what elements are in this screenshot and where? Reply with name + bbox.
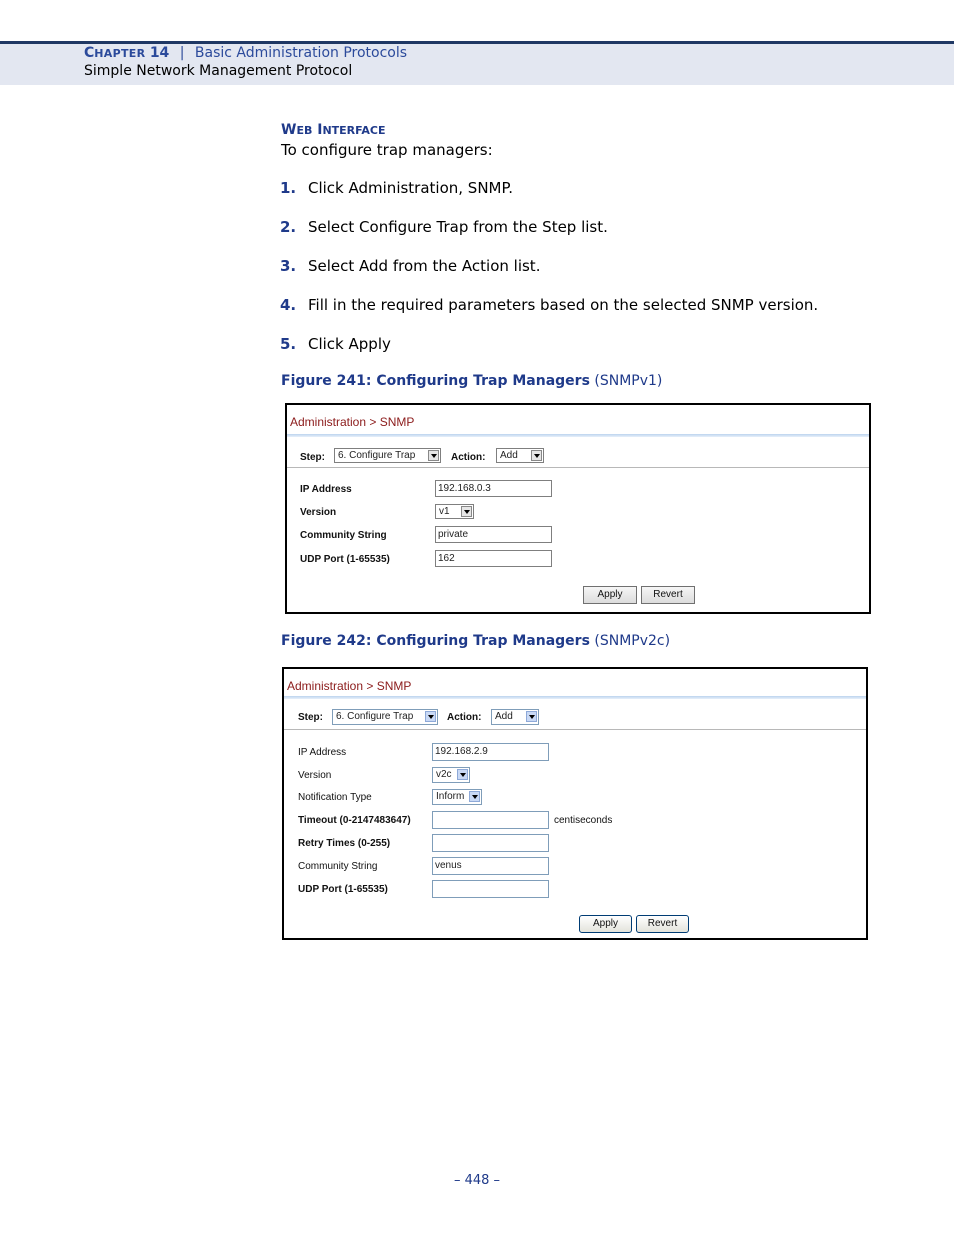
step-item [280,296,818,314]
revert-button[interactable]: Revert [636,915,689,933]
chapter-heading [84,45,407,61]
step-number: 3. [280,257,297,275]
figure-caption-variant: (SNMPv2c) [594,633,671,649]
step-number: 5. [280,335,297,353]
title-rest: NTERFACE [322,124,386,137]
notification-type-value: Inform [436,791,465,802]
action-select[interactable] [496,448,544,463]
step-number: 2. [280,218,297,236]
timeout-unit: centiseconds [554,815,613,826]
snmpv1-screenshot [285,403,871,614]
step-text: Select Add from the Action list. [308,257,541,275]
figure-caption-title: Figure 242: Configuring Trap Managers [281,633,590,649]
step-select[interactable] [332,709,438,725]
intro-text: To configure trap managers: [281,141,493,159]
step-text: Click Apply [308,335,391,353]
section-title [281,122,386,138]
community-string-input[interactable]: venus [432,857,549,875]
version-label: Version [298,770,332,781]
ip-address-input[interactable]: 192.168.0.3 [435,480,552,497]
toolbar-divider [287,467,869,468]
chevron-down-icon[interactable] [469,791,480,802]
chevron-down-icon[interactable] [526,711,537,722]
chapter-title: Basic Administration Protocols [194,45,408,61]
community-string-label: Community String [298,861,378,872]
chapter-cap: C [84,45,95,61]
step-text: Fill in the required parameters based on the selected SNMP version. [308,296,819,314]
figure-caption-title: Figure 241: Configuring Trap Managers [281,373,590,389]
udp-port-label: UDP Port (1-65535) [298,884,388,895]
community-string-label: Community String [300,530,387,541]
snmpv2c-screenshot [282,667,868,940]
chevron-down-icon[interactable] [428,450,439,461]
action-select-value: Add [500,450,518,461]
action-label: Action: [451,452,486,463]
breadcrumb: Administration > SNMP [287,679,412,693]
figure-caption [281,373,662,389]
breadcrumb: Administration > SNMP [290,415,415,429]
step-label: Step: [300,452,325,463]
action-select-value: Add [495,711,513,722]
version-select-value: v1 [439,506,450,517]
step-select[interactable] [334,448,441,463]
step-number: 1. [280,179,297,197]
udp-port-label: UDP Port (1-65535) [300,554,390,565]
chevron-down-icon[interactable] [531,450,542,461]
notification-type-select[interactable] [432,789,482,805]
action-select[interactable] [491,709,539,725]
version-label: Version [300,507,337,518]
step-text: Select Configure Trap from the Step list. [308,218,608,236]
title-cap: W [281,122,297,138]
chapter-separator: | [179,45,185,61]
version-select[interactable] [435,504,474,519]
section-subtitle: Simple Network Management Protocol [84,63,353,79]
chapter-number: 14 [149,45,170,61]
step-item [280,257,540,275]
figure-caption [281,633,670,649]
retry-times-label: Retry Times (0-255) [298,838,391,849]
chevron-down-icon[interactable] [457,769,468,780]
breadcrumb-underline [287,434,869,437]
version-select[interactable] [432,767,470,783]
step-text: Click Administration, SNMP. [308,179,513,197]
ip-address-label: IP Address [300,484,352,495]
timeout-label: Timeout (0-2147483647) [298,815,411,826]
timeout-input[interactable] [432,811,549,829]
page-number: – 448 – [453,1173,501,1188]
revert-button[interactable]: Revert [641,586,695,604]
chevron-down-icon[interactable] [425,711,436,722]
ip-address-input[interactable]: 192.168.2.9 [432,743,549,761]
apply-button[interactable]: Apply [579,915,632,933]
apply-button[interactable]: Apply [583,586,637,604]
action-label: Action: [447,712,482,723]
toolbar-divider [284,729,866,730]
title-rest: EB [296,124,313,137]
chevron-down-icon[interactable] [461,506,472,517]
retry-times-input[interactable] [432,834,549,852]
step-select-value: 6. Configure Trap [338,450,416,461]
step-number: 4. [280,296,297,314]
step-item [280,335,391,353]
step-select-value: 6. Configure Trap [336,711,414,722]
community-string-input[interactable]: private [435,526,552,543]
ip-address-label: IP Address [298,747,347,758]
breadcrumb-underline [284,696,866,699]
version-select-value: v2c [436,769,452,780]
title-cap: I [317,122,323,138]
step-item [280,218,608,236]
step-item [280,179,513,197]
udp-port-input[interactable]: 162 [435,550,552,567]
figure-caption-variant: (SNMPv1) [594,373,663,389]
notification-type-label: Notification Type [298,792,372,803]
step-label: Step: [298,712,323,723]
chapter-word: HAPTER [94,47,146,60]
udp-port-input[interactable] [432,880,549,898]
